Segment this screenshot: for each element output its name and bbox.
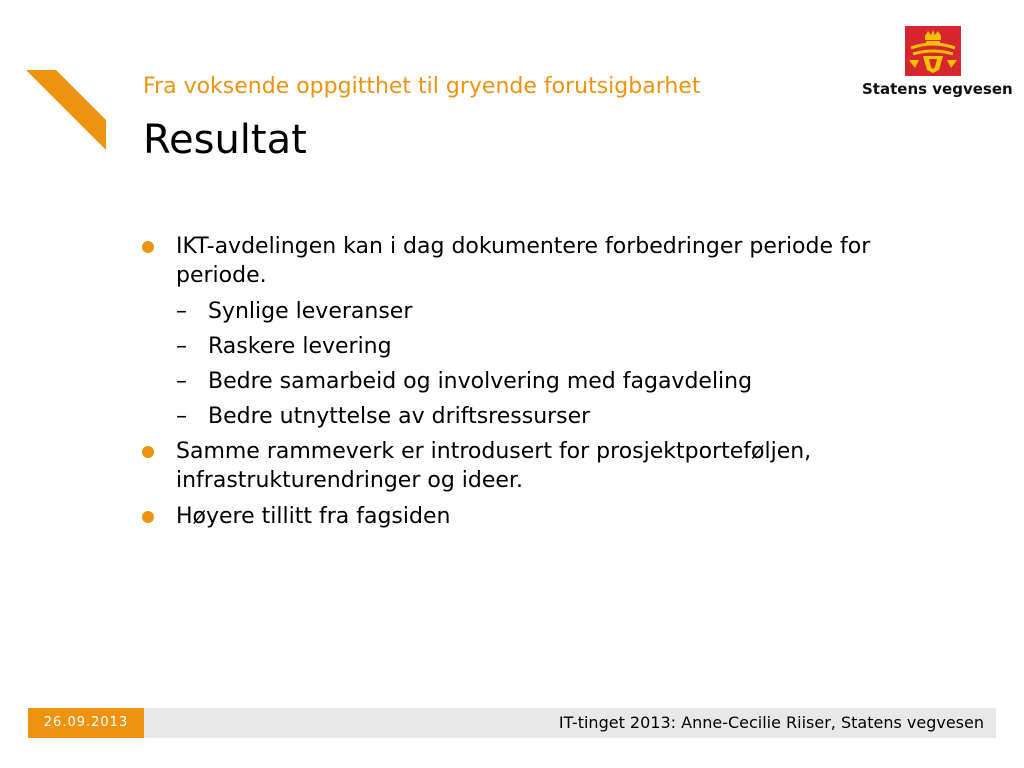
bullet-dot-icon xyxy=(142,241,154,253)
dash-icon: – xyxy=(176,334,187,359)
slide-subtitle: Fra voksende oppgitthet til gryende forutsigbarhet xyxy=(143,74,701,99)
sub-item-text: Raskere levering xyxy=(208,334,392,359)
bullet-dot-icon xyxy=(142,446,154,458)
bullet-text: Samme rammeverk er introdusert for prosjektporteføljen, infrastrukturendringer og ideer. xyxy=(176,439,812,493)
dash-icon: – xyxy=(176,404,187,429)
sub-item-text: Bedre samarbeid og involvering med fagavdeling xyxy=(208,369,753,394)
bullet-item xyxy=(140,232,940,290)
sub-item xyxy=(140,367,940,396)
sub-item-text: Synlige leveranser xyxy=(208,299,413,324)
footer-date: 26.09.2013 xyxy=(28,708,144,738)
corner-stripe-decoration xyxy=(26,70,108,152)
sub-item-text: Bedre utnyttelse av driftsressurser xyxy=(208,404,591,429)
bullet-list xyxy=(140,232,940,538)
sub-item xyxy=(140,332,940,361)
statens-vegvesen-logo xyxy=(862,26,1013,106)
dash-icon: – xyxy=(176,299,187,324)
bullet-item xyxy=(140,502,940,531)
sub-item xyxy=(140,402,940,431)
bullet-text: Høyere tillitt fra fagsiden xyxy=(176,504,451,529)
dash-icon: – xyxy=(176,369,187,394)
sub-item xyxy=(140,297,940,326)
bullet-item xyxy=(140,437,940,495)
statens-vegvesen-emblem-icon xyxy=(905,26,961,76)
logo-text: Statens vegvesen xyxy=(862,80,1013,98)
bullet-text: IKT-avdelingen kan i dag dokumentere forbedringer periode for periode. xyxy=(176,234,871,288)
footer-text: IT-tinget 2013: Anne-Cecilie Riiser, Statens vegvesen xyxy=(558,713,984,732)
bullet-dot-icon xyxy=(142,511,154,523)
slide-title: Resultat xyxy=(143,117,307,163)
